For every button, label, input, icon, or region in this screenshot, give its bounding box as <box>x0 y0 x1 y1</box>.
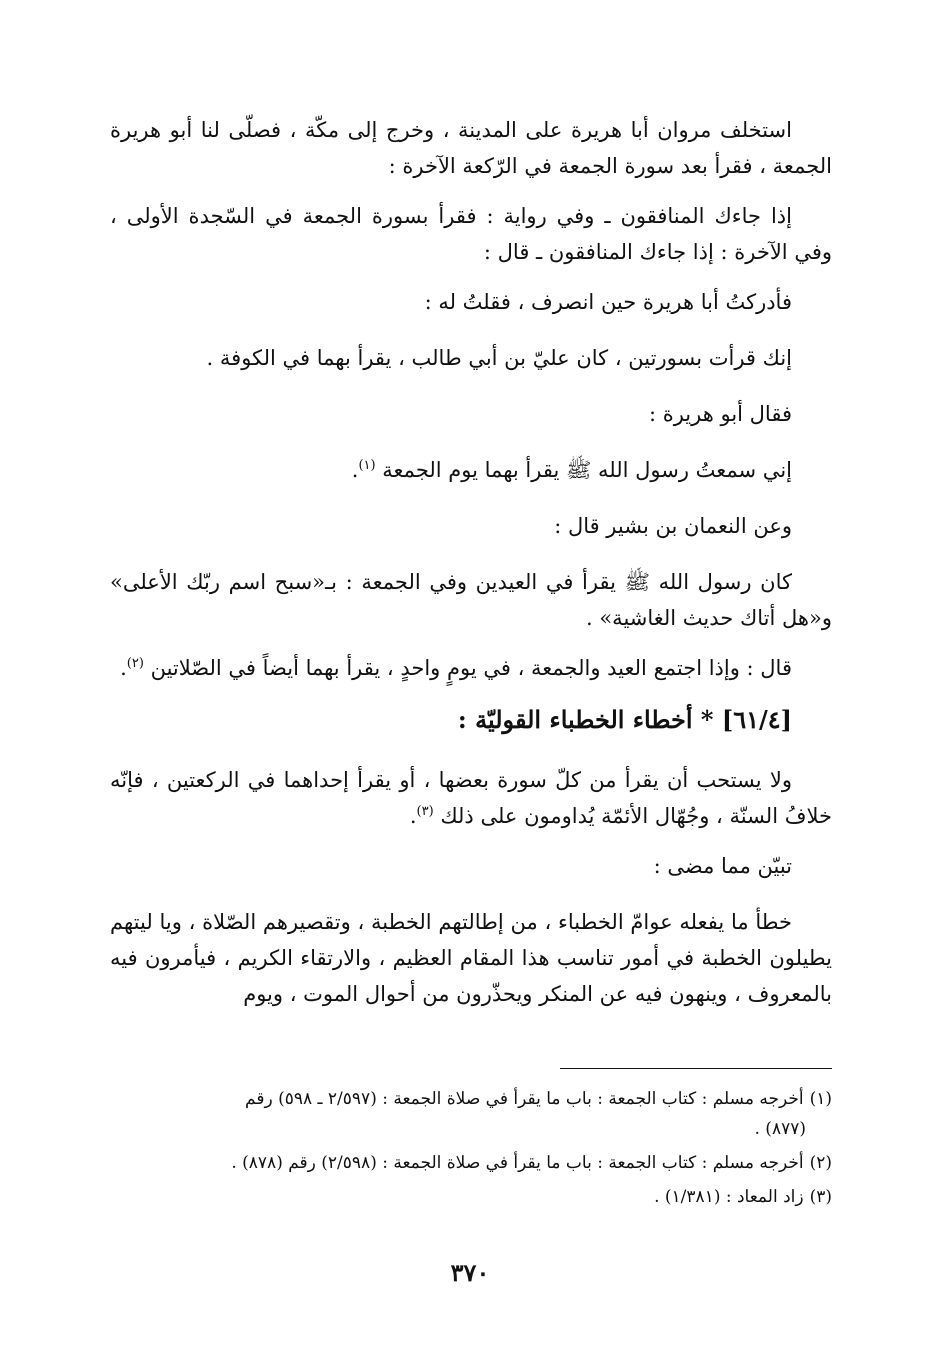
paragraph-6-end: . <box>351 458 359 482</box>
footnote-separator <box>560 1068 832 1069</box>
paragraph-9-text: قال : وإذا اجتمع العيد والجمعة ، في يومٍ واحدٍ ، يقرأ بهما أيضاً في الصّلاتين <box>150 656 792 680</box>
footnote-1-cont: (٨٧٧) . <box>754 1119 806 1139</box>
footnote-ref-1: (١) <box>358 458 376 473</box>
footnote-2-text: أخرجه مسلم : كتاب الجمعة : باب ما يقرأ في صلاة الجمعة : (٢/٥٩٨) رقم (٨٧٨) . <box>231 1153 804 1173</box>
paragraph-8: كان رسول الله ﷺ يقرأ في العيدين وفي الجمعة : بـ«سبح اسم ربّك الأعلى» و«هل أتاك حديث الغاشية» . <box>110 570 832 630</box>
paragraph-12: خطأ ما يفعله عوامّ الخطباء ، من إطالتهم الخطبة ، وتقصيرهم الصّلاة ، ويا ليتهم يطيلون الخطبة في أمور تناسب هذا المقام العظيم ، والارتقاء الكريم ، فيأمرون فيه بالمعروف ، وينهون فيه عن المنكر ويحذّرون من أحوال الموت ، ويوم <box>110 910 832 1006</box>
footnote-ref-3: (٣) <box>416 804 434 819</box>
paragraph-9 <box>110 650 832 686</box>
paragraph-2: إذا جاءك المنافقون ـ وفي رواية : فقرأ بسورة الجمعة في السّجدة الأولى ، وفي الآخرة : إذا جاءك المنافقون ـ قال : <box>110 204 832 264</box>
main-text <box>110 112 832 1026</box>
paragraph-3: فأدركتُ أبا هريرة حين انصرف ، فقلتُ له : <box>424 290 792 314</box>
section-star: * <box>700 705 714 734</box>
paragraph-10-end: . <box>409 804 417 828</box>
footnote-1-text: أخرجه مسلم : كتاب الجمعة : باب ما يقرأ في صلاة الجمعة : (٢/٥٩٧ ـ ٥٩٨) رقم <box>245 1089 804 1109</box>
paragraph-9-end: . <box>120 656 127 680</box>
footnote-2-mark: (٢) <box>809 1153 832 1173</box>
footnote-1 <box>110 1084 832 1144</box>
paragraph-1: استخلف مروان أبا هريرة على المدينة ، وخرج إلى مكّة ، فصلّى لنا أبو هريرة الجمعة ، فقرأ بعد سورة الجمعة في الرّكعة الآخرة : <box>110 118 832 178</box>
section-number: [٦١/٤] <box>721 705 792 734</box>
paragraph-11: تبيّن مما مضى : <box>653 854 792 878</box>
footnote-3-mark: (٣) <box>809 1187 832 1207</box>
section-heading <box>110 700 792 740</box>
footnotes <box>110 1084 832 1216</box>
footnote-1-mark: (١) <box>809 1089 832 1109</box>
paragraph-4: إنك قرأت بسورتين ، كان عليّ بن أبي طالب ، يقرأ بهما في الكوفة . <box>206 346 792 370</box>
footnote-ref-2: (٢) <box>126 656 144 671</box>
section-title: أخطاء الخطباء القوليّة : <box>457 705 693 734</box>
paragraph-6 <box>110 452 832 488</box>
paragraph-5: فقال أبو هريرة : <box>648 402 792 426</box>
paragraph-10 <box>110 762 832 834</box>
paragraph-7: وعن النعمان بن بشير قال : <box>554 514 792 538</box>
footnote-3 <box>110 1182 832 1212</box>
footnote-3-text: زاد المعاد : (١/٣٨١) . <box>654 1187 804 1207</box>
paragraph-10-text: ولا يستحب أن يقرأ من كلّ سورة بعضها ، أو يقرأ إحداهما في الركعتين ، فإنّه خلافُ السنّة ، وجُهّال الأئمّة يُداومون على ذلك <box>110 768 832 828</box>
footnote-2 <box>110 1148 832 1178</box>
paragraph-6-text: إني سمعتُ رسول الله ﷺ يقرأ بهما يوم الجمعة <box>382 458 792 482</box>
page-number: ٣٧٠ <box>450 1258 490 1287</box>
